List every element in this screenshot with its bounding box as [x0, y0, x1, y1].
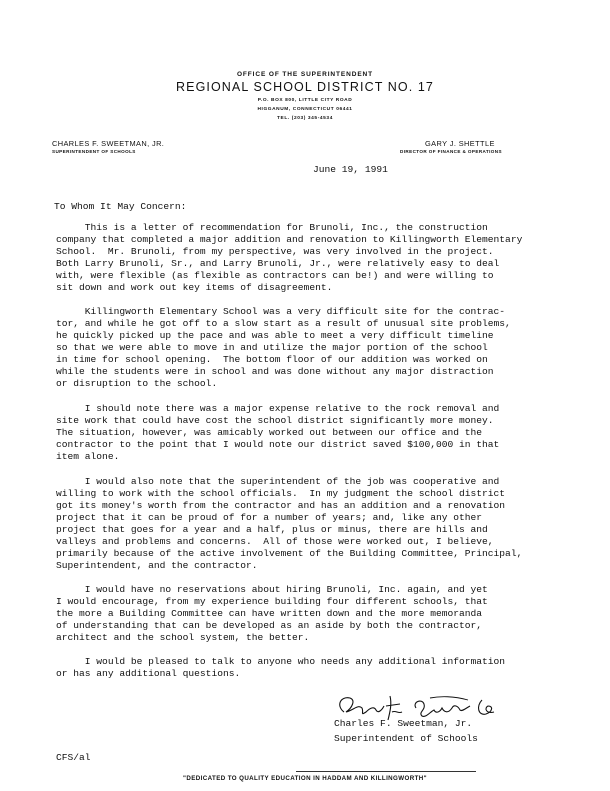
- paragraph-3: [56, 403, 556, 463]
- paragraph-line: or disruption to the school.: [56, 378, 218, 389]
- paragraph-line: School. Mr. Brunoli, from my perspective, was very involved in the project.: [56, 246, 494, 257]
- paragraph-line: I would also note that the superintendent of the job was cooperative and: [56, 476, 500, 487]
- paragraph-line: with, were flexible (as flexible as contractors can be!) and were willing to: [56, 270, 494, 281]
- paragraph-2: [56, 306, 556, 390]
- district-motto: "DEDICATED TO QUALITY EDUCATION IN HADDAM AND KILLINGWORTH": [183, 775, 427, 782]
- paragraph-line: tor, and while he got off to a slow start as a result of unusual site problems,: [56, 318, 511, 329]
- paragraph-line: I would encourage, from my experience building four different schools, that: [56, 596, 488, 607]
- paragraph-line: This is a letter of recommendation for Brunoli, Inc., the construction: [56, 222, 488, 233]
- paragraph-1: [56, 222, 556, 294]
- paragraph-line: or has any additional questions.: [56, 668, 241, 679]
- letterhead-district: REGIONAL SCHOOL DISTRICT NO. 17: [176, 80, 434, 94]
- footer-divider: [296, 771, 476, 772]
- paragraph-line: I would be pleased to talk to anyone who needs any additional information: [56, 656, 506, 667]
- paragraph-line: primarily because of the active involvement of the Building Committee, Principal,: [56, 548, 523, 559]
- letter-date: June 19, 1991: [313, 164, 388, 175]
- letterhead-phone: TEL. (203) 345-4534: [277, 116, 333, 121]
- paragraph-line: site work that could have cost the school district significantly more money.: [56, 415, 494, 426]
- paragraph-line: item alone.: [56, 451, 120, 462]
- paragraph-line: so that we were able to move in and utilize the major portion of the school: [56, 342, 488, 353]
- paragraph-line: company that completed a major addition and renovation to Killingworth Elementary: [56, 234, 523, 245]
- letterhead-address-line1: P.O. BOX 800, LITTLE CITY ROAD: [257, 98, 353, 103]
- paragraph-line: contractor to the point that I would note our district saved $100,000 in that: [56, 439, 500, 450]
- salutation: To Whom It May Concern:: [54, 201, 187, 212]
- paragraph-line: architect and the school system, the better.: [56, 632, 310, 643]
- superintendent-name: CHARLES F. SWEETMAN, JR.: [52, 139, 165, 148]
- paragraph-line: I would have no reservations about hiring Brunoli, Inc. again, and yet: [56, 584, 488, 595]
- director-name: GARY J. SHETTLE: [425, 139, 495, 148]
- paragraph-line: the more a Building Committee can have written down and the more memoranda: [56, 608, 483, 619]
- paragraph-line: Killingworth Elementary School was a very difficult site for the contrac-: [56, 306, 506, 317]
- paragraph-line: he quickly picked up the pace and was able to meet a very difficult timeline: [56, 330, 494, 341]
- letterhead-address-line2: HIGGANUM, CONNECTICUT 06441: [257, 107, 353, 112]
- paragraph-line: got its money's worth from the contractor and has an addition and a renovation: [56, 500, 506, 511]
- paragraph-6: [56, 656, 556, 680]
- director-title: DIRECTOR OF FINANCE & OPERATIONS: [400, 149, 502, 154]
- paragraph-line: while the students were in school and was done without any major distraction: [56, 366, 494, 377]
- paragraph-line: in time for school opening. The bottom floor of our addition was worked on: [56, 354, 488, 365]
- paragraph-line: Superintendent, and the contractor.: [56, 560, 258, 571]
- paragraph-line: sit down and work out key items of disagreement.: [56, 282, 333, 293]
- paragraph-line: valleys and problems and concerns. All of those were worked out, I believe,: [56, 536, 494, 547]
- paragraph-line: I should note there was a major expense relative to the rock removal and: [56, 403, 500, 414]
- paragraph-line: of understanding that can be developed as an aside by both the contractor,: [56, 620, 483, 631]
- paragraph-line: project that goes for a year and a half, plus or minus, there are hills and: [56, 524, 488, 535]
- signatory-title: Superintendent of Schools: [334, 733, 478, 744]
- superintendent-title: SUPERINTENDENT OF SCHOOLS: [52, 149, 136, 154]
- signatory-name: Charles F. Sweetman, Jr.: [334, 718, 473, 729]
- paragraph-line: Both Larry Brunoli, Sr., and Larry Brunoli, Jr., were relatively easy to deal: [56, 258, 500, 269]
- paragraph-line: project that it can be proud of for a number of years; and, like any other: [56, 512, 483, 523]
- letterhead-office: OFFICE OF THE SUPERINTENDENT: [236, 71, 374, 78]
- paragraph-4: [56, 476, 556, 572]
- paragraph-line: willing to work with the school officials. In my judgment the school district: [56, 488, 506, 499]
- typist-initials: CFS/al: [56, 752, 91, 763]
- paragraph-5: [56, 584, 556, 644]
- paragraph-line: The situation, however, was amicably worked out between our office and the: [56, 427, 483, 438]
